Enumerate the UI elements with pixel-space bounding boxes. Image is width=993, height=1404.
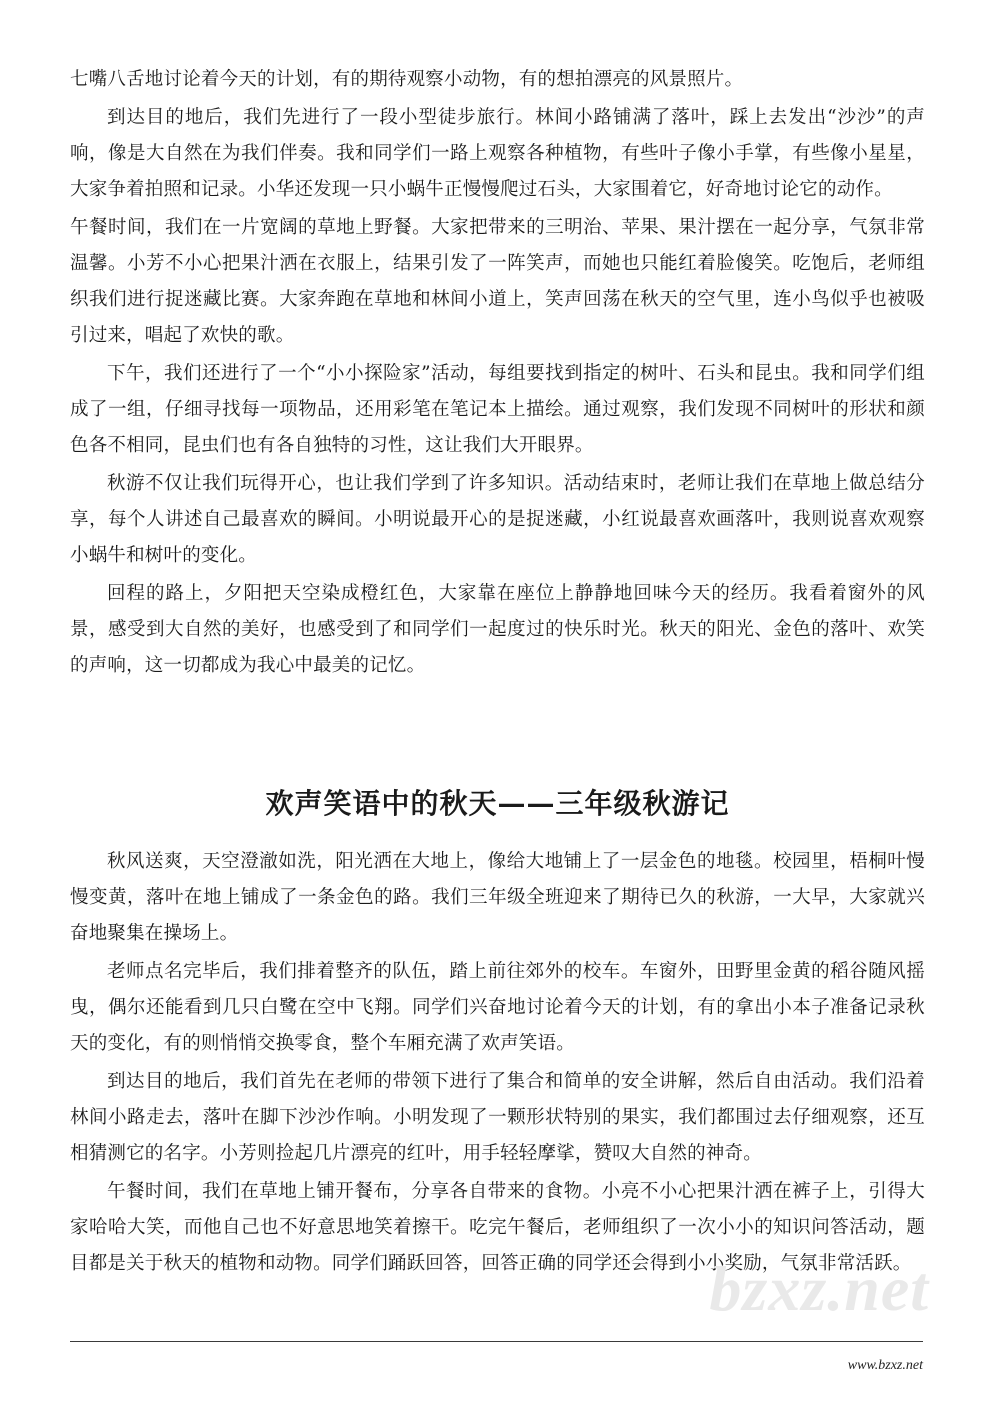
paragraph: 午餐时间，我们在草地上铺开餐布，分享各自带来的食物。小亮不小心把果汁洒在裤子上，引得大家哈哈大笑，而他自己也不好意思地笑着擦干。吃完午餐后，老师组织了一次小小的知识问答活动，题目都是关于秋天的植物和动物。同学们踊跃回答，回答正确的同学还会得到小小奖励，气氛非常活跃。	[70, 1181, 925, 1274]
paragraph: 到达目的地后，我们先进行了一段小型徒步旅行。林间小路铺满了落叶，踩上去发出“沙沙”的声响，像是大自然在为我们伴奏。我和同学们一路上观察各种植物，有些叶子像小手掌，有些像小星星，大家争着拍照和记录。小华还发现一只小蜗牛正慢慢爬过石头，大家围着它，好奇地讨论它的动作。	[70, 107, 925, 200]
section-gap	[70, 686, 925, 782]
footer-url: www.bzxz.net	[847, 1358, 923, 1373]
paragraph: 老师点名完毕后，我们排着整齐的队伍，踏上前往郊外的校车。车窗外，田野里金黄的稻谷随风摇曳，偶尔还能看到几只白鹭在空中飞翔。同学们兴奋地讨论着今天的计划，有的拿出小本子准备记录秋天的变化，有的则悄悄交换零食，整个车厢充满了欢声笑语。	[70, 961, 925, 1054]
section-one	[70, 62, 925, 684]
paragraph: 午餐时间，我们在一片宽阔的草地上野餐。大家把带来的三明治、苹果、果汁摆在一起分享，气氛非常温馨。小芳不小心把果汁洒在衣服上，结果引发了一阵笑声，而她也只能红着脸傻笑。吃饱后，老师组织我们进行捉迷藏比赛。大家奔跑在草地和林间小道上，笑声回荡在秋天的空气里，连小鸟似乎也被吸引过来，唱起了欢快的歌。	[70, 217, 925, 346]
paragraph: 秋游不仅让我们玩得开心，也让我们学到了许多知识。活动结束时，老师让我们在草地上做总结分享，每个人讲述自己最喜欢的瞬间。小明说最开心的是捉迷藏，小红说最喜欢画落叶，我则说喜欢观察小蜗牛和树叶的变化。	[70, 473, 925, 566]
paragraph: 秋风送爽，天空澄澈如洗，阳光洒在大地上，像给大地铺上了一层金色的地毯。校园里，梧桐叶慢慢变黄，落叶在地上铺成了一条金色的路。我们三年级全班迎来了期待已久的秋游，一大早，大家就兴奋地聚集在操场上。	[70, 851, 925, 944]
document-body	[70, 62, 925, 1284]
watermark: bzxz.net	[709, 1253, 929, 1324]
footer-divider	[70, 1341, 923, 1342]
paragraph: 七嘴八舌地讨论着今天的计划，有的期待观察小动物，有的想拍漂亮的风景照片。	[70, 69, 744, 90]
paragraph: 回程的路上，夕阳把天空染成橙红色，大家靠在座位上静静地回味今天的经历。我看着窗外的风景，感受到大自然的美好，也感受到了和同学们一起度过的快乐时光。秋天的阳光、金色的落叶、欢笑的声响，这一切都成为我心中最美的记忆。	[70, 583, 925, 676]
section-two	[70, 782, 925, 1282]
paragraph: 到达目的地后，我们首先在老师的带领下进行了集合和简单的安全讲解，然后自由活动。我们沿着林间小路走去，落叶在脚下沙沙作响。小明发现了一颗形状特别的果实，我们都围过去仔细观察，还互相猜测它的名字。小芳则捡起几片漂亮的红叶，用手轻轻摩挲，赞叹大自然的神奇。	[70, 1071, 925, 1164]
paragraph: 下午，我们还进行了一个“小小探险家”活动，每组要找到指定的树叶、石头和昆虫。我和同学们组成了一组，仔细寻找每一项物品，还用彩笔在笔记本上描绘。通过观察，我们发现不同树叶的形状和颜色各不相同，昆虫们也有各自独特的习性，这让我们大开眼界。	[70, 363, 925, 456]
page-title: 欢声笑语中的秋天——三年级秋游记	[265, 787, 730, 820]
